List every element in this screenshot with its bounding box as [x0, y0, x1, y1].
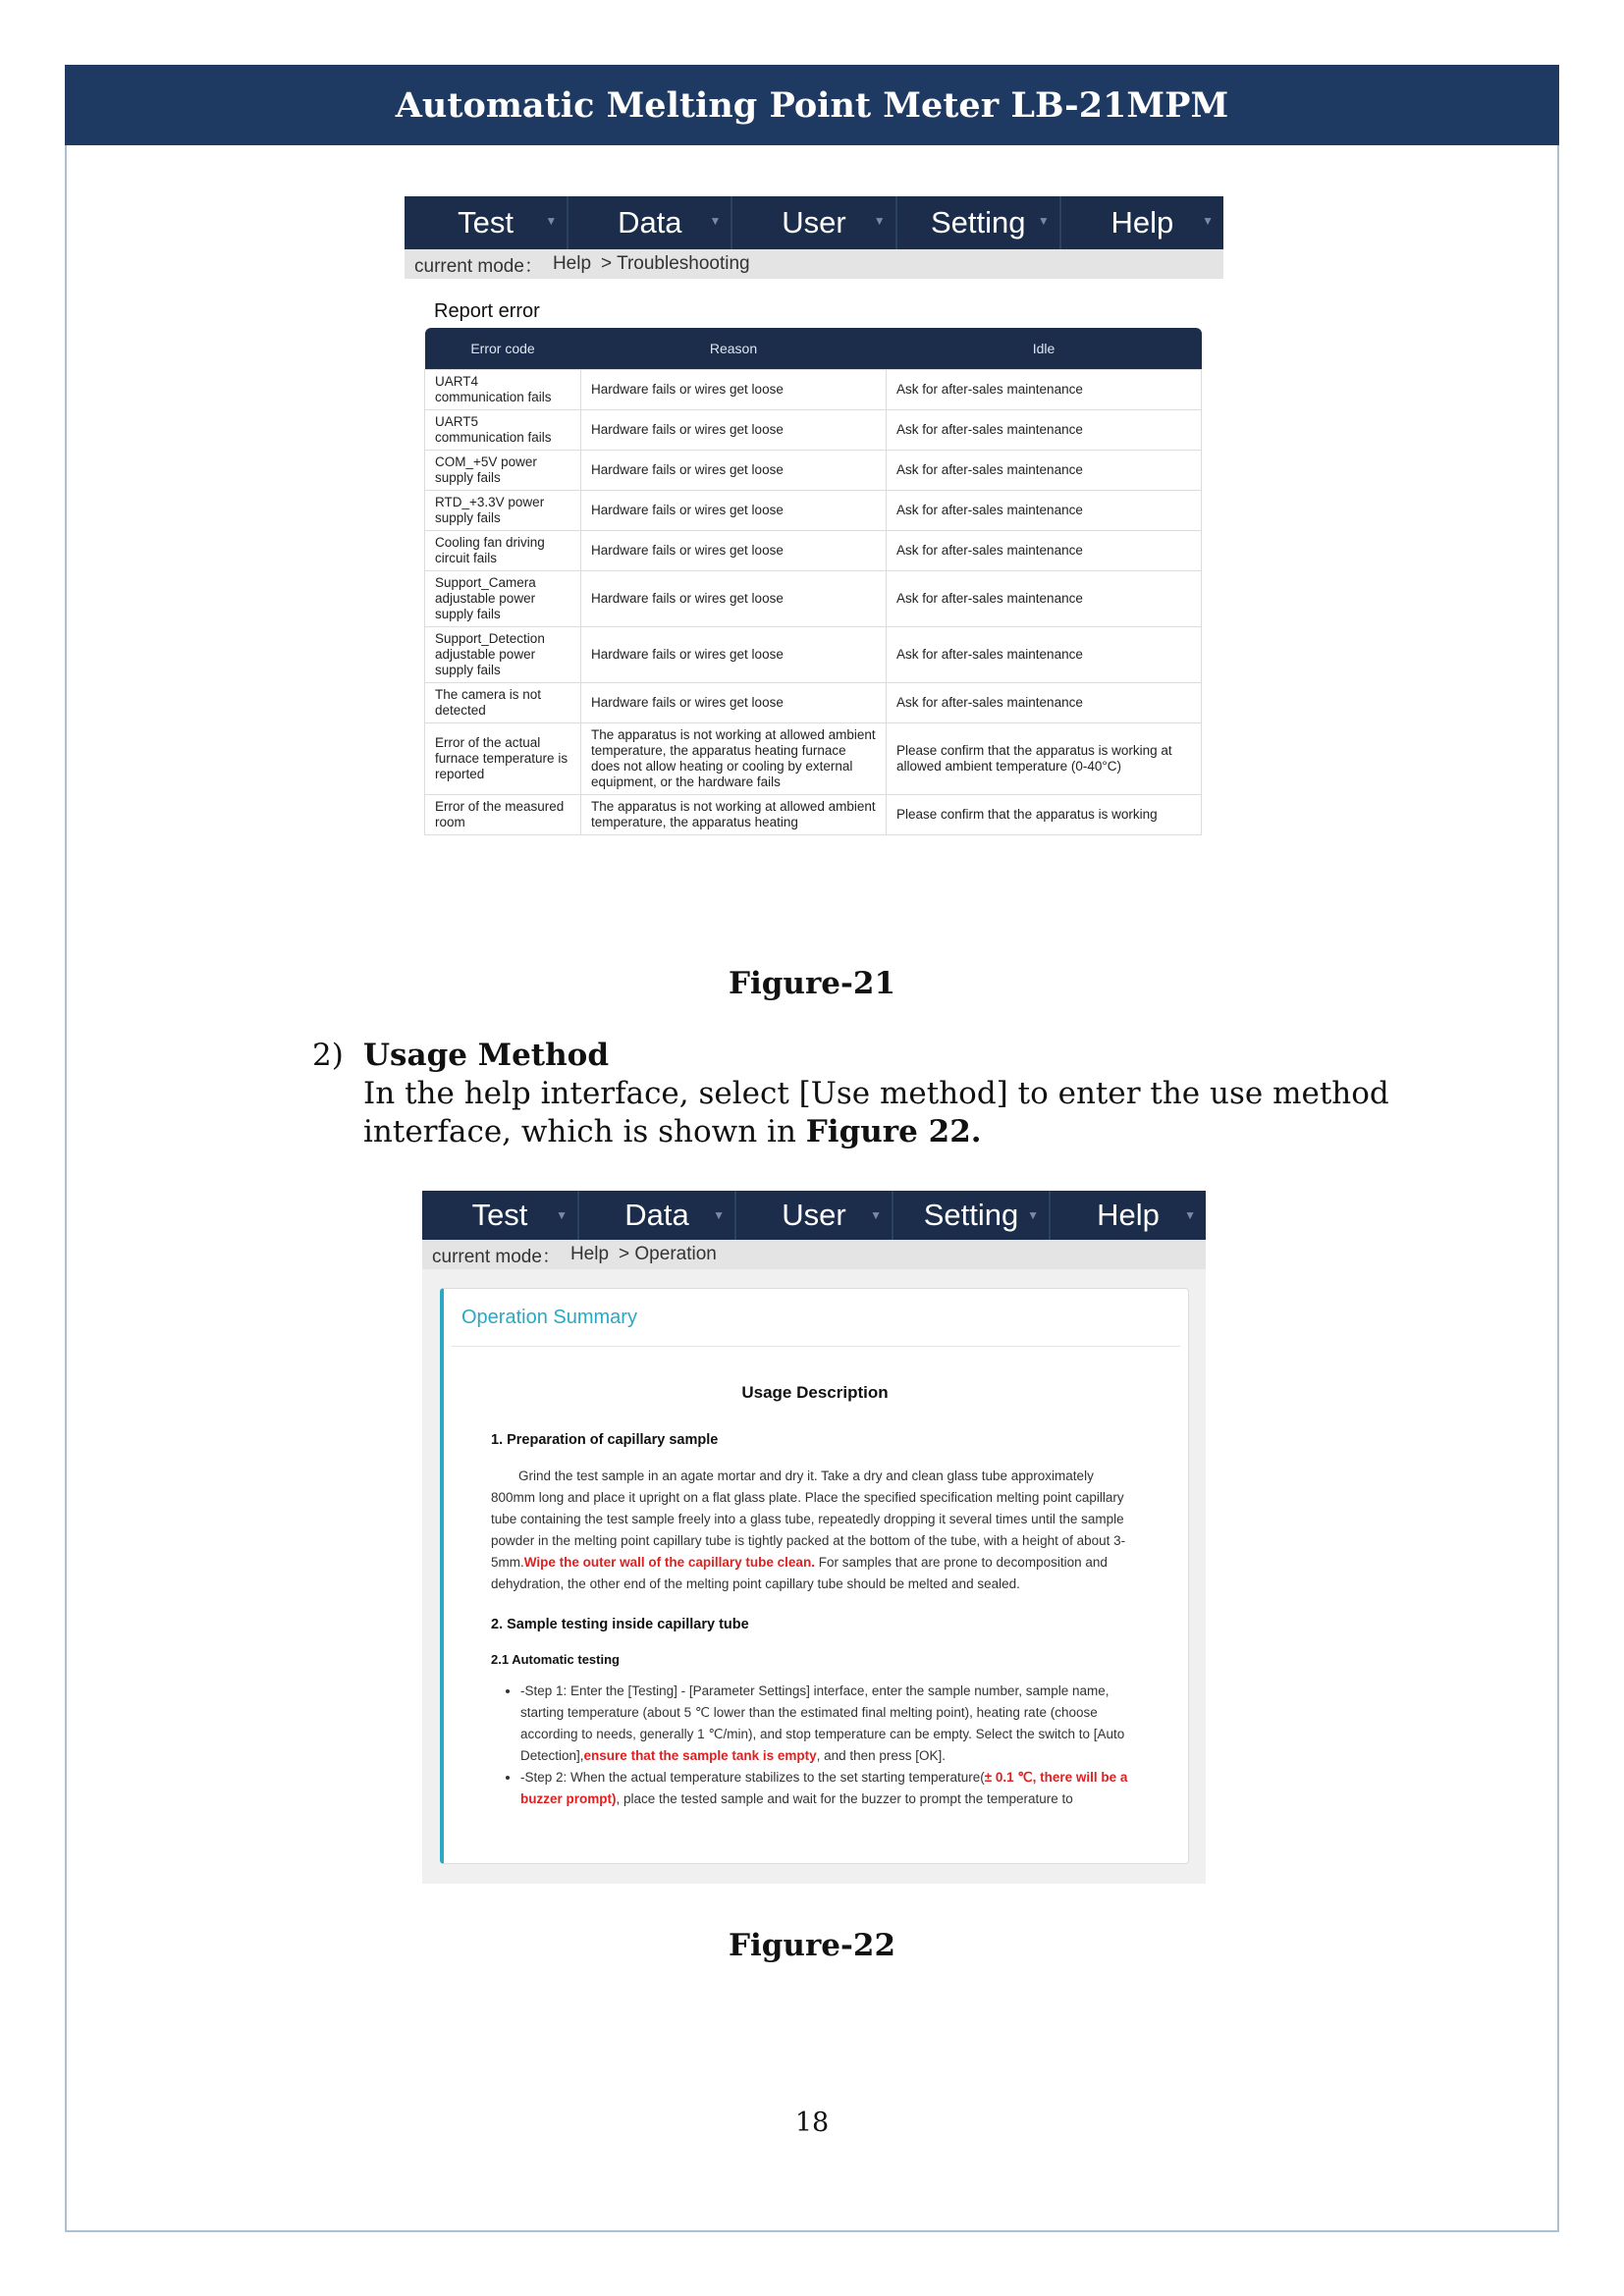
error-code-cell: RTD_+3.3V power supply fails [425, 491, 581, 531]
idle-cell: Ask for after-sales maintenance [887, 370, 1202, 410]
reason-cell: The apparatus is not working at allowed ambient temperature, the apparatus heating [581, 795, 887, 835]
breadcrumb-current: > Operation [619, 1244, 717, 1264]
step-text: , place the tested sample and wait for the buzzer to prompt the temperature to [616, 1791, 1073, 1806]
operation-summary-card [440, 1288, 1189, 1864]
table-row [425, 571, 1202, 627]
table-row [425, 370, 1202, 410]
paragraph-text: In the help interface, select [Use method] to enter the use method interface, which is shown in [363, 1076, 1389, 1149]
card-title: Operation Summary [461, 1307, 637, 1328]
idle-cell: Ask for after-sales maintenance [887, 531, 1202, 571]
table-row [425, 627, 1202, 683]
error-code-cell: Support_Detection adjustable power supply fails [425, 627, 581, 683]
section-paragraph [363, 1075, 1492, 1151]
paragraph-text: For samples that are prone to decomposition and dehydration, the other end of the melting point capillary tube should be melted and sealed. [491, 1555, 1108, 1591]
error-table [424, 328, 1202, 835]
nav-tab-help[interactable] [1061, 196, 1223, 249]
warning-text: Wipe the outer wall of the capillary tube clean. [523, 1555, 815, 1570]
nav-tab-data[interactable] [579, 1191, 736, 1240]
column-header: Error code [425, 328, 581, 370]
table-row [425, 683, 1202, 723]
top-navigation [405, 196, 1223, 249]
reason-cell: Hardware fails or wires get loose [581, 370, 887, 410]
table-row [425, 491, 1202, 531]
nav-tab-label: User [782, 1198, 846, 1232]
breadcrumb-root[interactable]: Help [552, 253, 592, 274]
idle-cell: Ask for after-sales maintenance [887, 410, 1202, 451]
heading-sample-testing: 2. Sample testing inside capillary tube [491, 1617, 749, 1632]
table-row [425, 451, 1202, 491]
nav-tab-label: Test [458, 205, 514, 240]
nav-tab-help[interactable] [1051, 1191, 1206, 1240]
reason-cell: Hardware fails or wires get loose [581, 683, 887, 723]
chevron-down-icon: ▼ [713, 1208, 725, 1222]
table-header-row [425, 328, 1202, 370]
nav-tab-label: Data [618, 205, 682, 240]
troubleshooting-panel [405, 279, 1223, 920]
figure-22-caption: Figure-22 [728, 1928, 896, 1963]
usage-description-document [491, 1383, 1139, 1810]
nav-tab-user[interactable] [732, 196, 896, 249]
chevron-down-icon: ▼ [709, 214, 722, 228]
preparation-paragraph [491, 1466, 1139, 1595]
column-header: Reason [581, 328, 887, 370]
column-header: Idle [887, 328, 1202, 370]
reason-cell: Hardware fails or wires get loose [581, 491, 887, 531]
nav-tab-test[interactable] [422, 1191, 579, 1240]
scroll-clip [405, 908, 1223, 920]
list-item [520, 1767, 1139, 1810]
chevron-down-icon: ▼ [556, 1208, 568, 1222]
table-row [425, 795, 1202, 835]
mode-label: current mode： [432, 1246, 561, 1267]
mode-label: current mode： [414, 255, 543, 277]
idle-cell: Please confirm that the apparatus is working [887, 795, 1202, 835]
table-row [425, 410, 1202, 451]
nav-tab-user[interactable] [736, 1191, 893, 1240]
figure-22-screenshot [422, 1191, 1206, 1884]
breadcrumb-current: > Troubleshooting [601, 253, 750, 274]
report-error-title: Report error [434, 300, 540, 322]
current-mode-bar [405, 249, 1223, 279]
document-title: Usage Description [741, 1383, 889, 1402]
error-code-cell: Error of the measured room [425, 795, 581, 835]
idle-cell: Please confirm that the apparatus is working at allowed ambient temperature (0-40°C) [887, 723, 1202, 795]
steps-list [491, 1681, 1139, 1810]
step-text: -Step 2: When the actual temperature stabilizes to the set starting temperature( [520, 1770, 985, 1785]
list-item [520, 1681, 1139, 1767]
step-text: -Step 1: Enter the [Testing] - [Parameter Settings] interface, enter the sample number, sample name, starting temperature (about 5 ℃ lower than the estimated final melting point), heating rate (choose according to needs, generally 1 ℃/min), and stop temperature can be empty. Select the switch to [Auto Detection], [520, 1683, 1125, 1763]
nav-tab-label: Data [624, 1198, 689, 1232]
heading-automatic-testing: 2.1 Automatic testing [491, 1652, 620, 1667]
error-code-cell: Cooling fan driving circuit fails [425, 531, 581, 571]
reason-cell: Hardware fails or wires get loose [581, 571, 887, 627]
figure-reference: Figure 22. [805, 1114, 982, 1149]
table-row [425, 723, 1202, 795]
chevron-down-icon: ▼ [873, 214, 886, 228]
nav-tab-label: Setting [930, 205, 1026, 240]
idle-cell: Ask for after-sales maintenance [887, 627, 1202, 683]
nav-tab-test[interactable] [405, 196, 568, 249]
top-navigation [422, 1191, 1206, 1240]
nav-tab-label: Help [1110, 205, 1174, 240]
nav-tab-setting[interactable] [897, 196, 1061, 249]
idle-cell: Ask for after-sales maintenance [887, 683, 1202, 723]
step-text: , and then press [OK]. [816, 1748, 946, 1763]
breadcrumb-root[interactable]: Help [569, 1244, 610, 1264]
chevron-down-icon: ▼ [545, 214, 558, 228]
chevron-down-icon: ▼ [1202, 214, 1215, 228]
warning-text: ensure that the sample tank is empty [583, 1748, 817, 1763]
idle-cell: Ask for after-sales maintenance [887, 491, 1202, 531]
nav-tab-data[interactable] [568, 196, 732, 249]
list-number: 2) [312, 1038, 344, 1073]
idle-cell: Ask for after-sales maintenance [887, 571, 1202, 627]
reason-cell: Hardware fails or wires get loose [581, 451, 887, 491]
current-mode-bar [422, 1240, 1206, 1269]
reason-cell: Hardware fails or wires get loose [581, 627, 887, 683]
error-code-cell: Error of the actual furnace temperature is reported [425, 723, 581, 795]
paragraph-text: Grind the test sample in an agate mortar and dry it. Take a dry and clean glass tube approximately 800mm long and place it upright on a flat glass plate. Place the specified specification melting point capillary tube containing the test sample freely into a glass tube, repeatedly dropping it several times until the sample powder in the melting point capillary tube is tightly packed at the bottom of the tube, with a height of about 3-5mm. [491, 1468, 1126, 1570]
nav-tab-label: Help [1097, 1198, 1160, 1232]
figure-21-screenshot [405, 196, 1223, 920]
page-number: 18 [794, 2108, 830, 2138]
reason-cell: The apparatus is not working at allowed ambient temperature, the apparatus heating furnace does not allow heating or cooling by external equipment, or the hardware fails [581, 723, 887, 795]
nav-tab-label: Test [471, 1198, 528, 1232]
reason-cell: Hardware fails or wires get loose [581, 410, 887, 451]
error-code-cell: UART5 communication fails [425, 410, 581, 451]
reason-cell: Hardware fails or wires get loose [581, 531, 887, 571]
error-code-cell: UART4 communication fails [425, 370, 581, 410]
error-code-cell: COM_+5V power supply fails [425, 451, 581, 491]
page-header-title: Automatic Melting Point Meter LB-21MPM [65, 65, 1559, 145]
section-heading: Usage Method [363, 1038, 610, 1073]
error-code-cell: The camera is not detected [425, 683, 581, 723]
chevron-down-icon: ▼ [1027, 1208, 1039, 1222]
chevron-down-icon: ▼ [870, 1208, 882, 1222]
warning-text: ± 0.1 ℃, there will be a buzzer prompt) [520, 1770, 1128, 1806]
nav-tab-label: User [782, 205, 846, 240]
divider [452, 1346, 1180, 1347]
figure-21-caption: Figure-21 [728, 966, 896, 1001]
nav-tab-label: Setting [923, 1198, 1019, 1232]
nav-tab-setting[interactable] [893, 1191, 1051, 1240]
table-row [425, 531, 1202, 571]
idle-cell: Ask for after-sales maintenance [887, 451, 1202, 491]
heading-preparation: 1. Preparation of capillary sample [491, 1432, 719, 1448]
chevron-down-icon: ▼ [1184, 1208, 1196, 1222]
error-code-cell: Support_Camera adjustable power supply fails [425, 571, 581, 627]
chevron-down-icon: ▼ [1037, 214, 1050, 228]
